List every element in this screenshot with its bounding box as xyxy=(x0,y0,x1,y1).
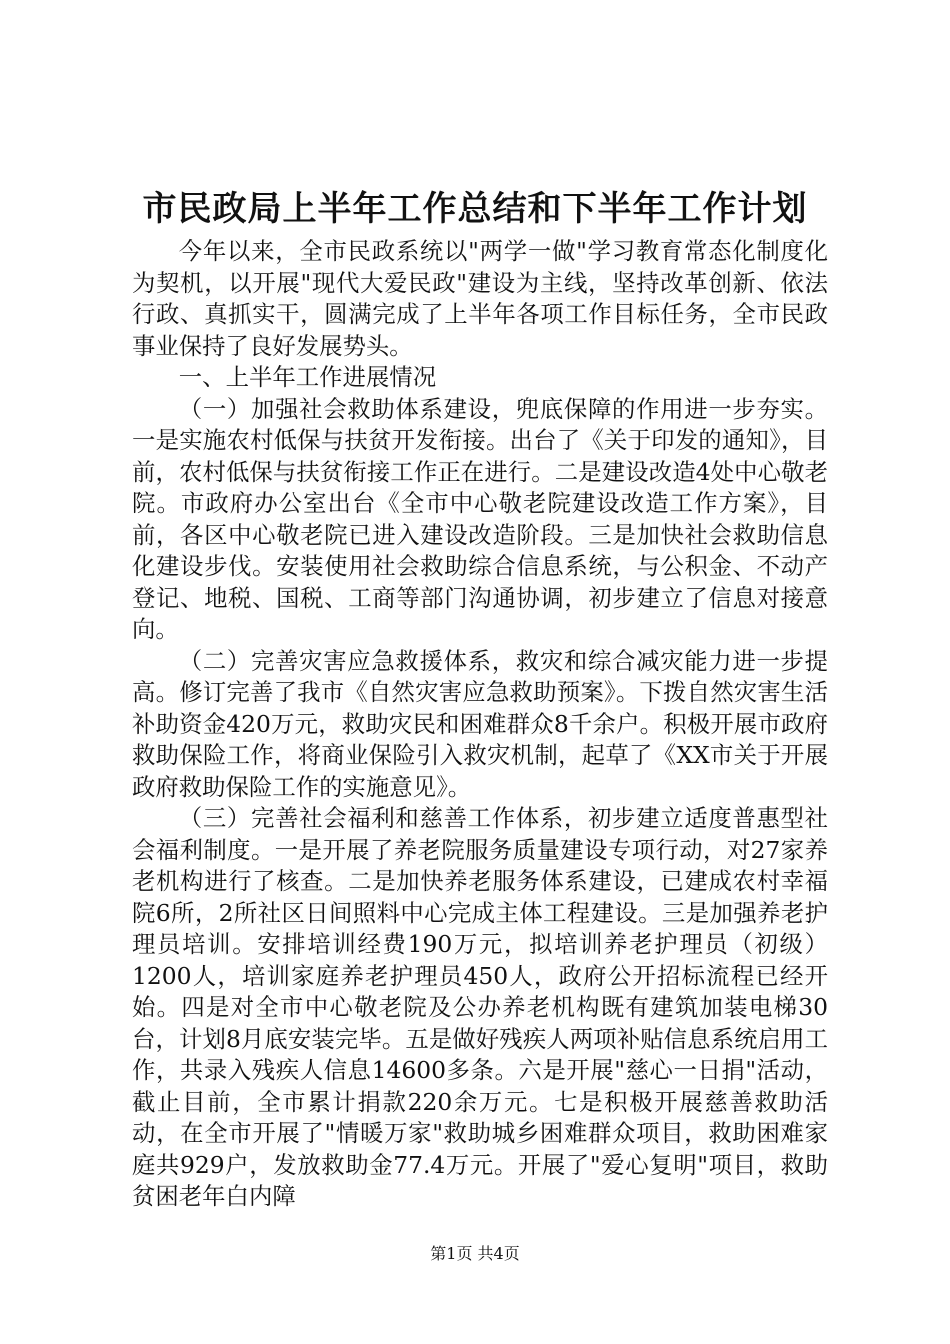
paragraph-social-welfare: （三）完善社会福利和慈善工作体系，初步建立适度普惠型社会福利制度。一是开展了养老院服务质量建设专项行动，对27家养老机构进行了核查。二是加快养老服务体系建设，已建成农村幸福院6所，2所社区日间照料中心完成主体工程建设。三是加强养老护理员培训。安排培训经费190万元，拟培训养老护理员（初级）1200人，培训家庭养老护理员450人，政府公开招标流程已经开始。四是对全市中心敬老院及公办养老机构既有建筑加装电梯30台，计划8月底安装完毕。五是做好残疾人两项补贴信息系统启用工作，共录入残疾人信息14600多条。六是开展"慈心一日捐"活动，截止目前，全市累计捐款220余万元。七是积极开展慈善救助活动，在全市开展了"情暖万家"救助城乡困难群众项目，救助困难家庭共929户，发放救助金77.4万元。开展了"爱心复明"项目，救助贫困老年白内障 xyxy=(132,804,828,1210)
document-body xyxy=(132,236,828,1213)
paragraph-disaster-relief: （二）完善灾害应急救援体系，救灾和综合减灾能力进一步提高。修订完善了我市《自然灾害应急救助预案》。下拨自然灾害生活补助资金420万元，救助灾民和困难群众8千余户。积极开展市政府救助保险工作，将商业保险引入救灾机制，起草了《XX市关于开展政府救助保险工作的实施意见》。 xyxy=(132,646,828,801)
paragraph-social-assistance: （一）加强社会救助体系建设，兜底保障的作用进一步夯实。一是实施农村低保与扶贫开发衔接。出台了《关于印发的通知》，目前，农村低保与扶贫衔接工作正在进行。二是建设改造4处中心敬老院。市政府办公室出台《全市中心敬老院建设改造工作方案》，目前，各区中心敬老院已进入建设改造阶段。三是加快社会救助信息化建设步伐。安装使用社会救助综合信息系统，与公积金、不动产登记、地税、国税、工商等部门沟通协调，初步建立了信息对接意向。 xyxy=(132,394,828,643)
page-number-footer: 第1页 共4页 xyxy=(430,1244,520,1263)
paragraph-intro: 今年以来，全市民政系统以"两学一做"学习教育常态化制度化为契机，以开展"现代大爱民政"建设为主线，坚持改革创新、依法行政、真抓实干，圆满完成了上半年各项工作目标任务，全市民政事业保持了良好发展势头。 xyxy=(132,237,828,360)
section-heading: 一、上半年工作进展情况 xyxy=(178,363,437,391)
document-title: 市民政局上半年工作总结和下半年工作计划 xyxy=(142,189,808,229)
